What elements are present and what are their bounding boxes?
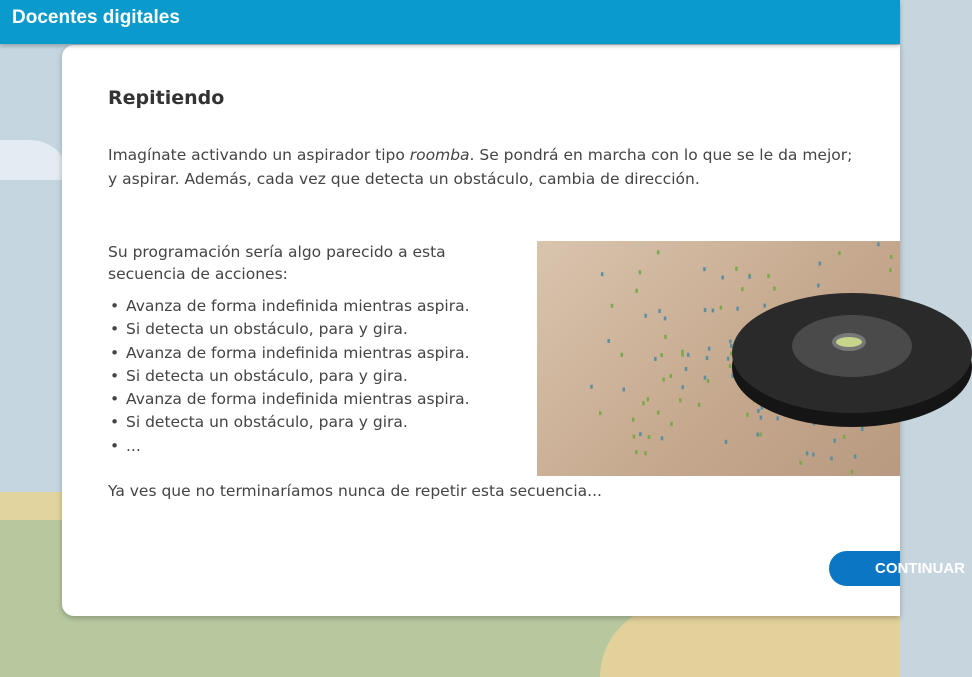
debris-dot — [838, 251, 841, 255]
debris-dot — [871, 420, 874, 424]
list-item: • Si detecta un obstáculo, para y gira. — [108, 318, 508, 341]
debris-dot — [806, 451, 809, 455]
debris-dot — [644, 314, 647, 318]
debris-dot — [725, 440, 728, 444]
app-title: Docentes digitales — [12, 7, 180, 28]
debris-dot — [776, 416, 779, 420]
lesson-card — [62, 45, 965, 616]
debris-dot — [833, 439, 836, 443]
debris-dot — [601, 272, 604, 276]
debris-dot — [635, 450, 638, 454]
debris-dot — [748, 275, 751, 279]
sequence-list — [108, 295, 508, 458]
debris-dot — [658, 309, 661, 313]
debris-dot — [712, 309, 715, 313]
debris-dot — [735, 267, 738, 271]
debris-dot — [775, 400, 778, 404]
debris-dot — [720, 306, 723, 310]
debris-dot — [639, 432, 642, 436]
debris-dot — [644, 451, 647, 455]
intro-text: y aspirar. Además, cada vez que detecta un obstáculo, cambia de dirección. — [108, 170, 700, 188]
debris-dot — [729, 339, 732, 343]
debris-dot — [647, 397, 650, 401]
debris-dot — [736, 307, 739, 311]
debris-dot — [662, 378, 665, 382]
debris-dot — [664, 316, 667, 320]
list-item: • Avanza de forma indefinida mientras aspira. — [108, 388, 508, 411]
debris-dot — [639, 270, 642, 274]
debris-dot — [741, 287, 744, 291]
list-item: • ... — [108, 435, 508, 458]
debris-dot — [843, 435, 846, 439]
sequence-section — [108, 241, 508, 458]
debris-dot — [706, 356, 709, 360]
debris-dot — [763, 304, 766, 308]
outro-text: Ya ves que no terminaríamos nunca de repetir esta secuencia... — [108, 482, 602, 500]
debris-dot — [660, 353, 663, 357]
debris-dot — [621, 353, 624, 357]
debris-dot — [759, 433, 762, 437]
debris-dot — [877, 242, 880, 246]
roomba-image — [537, 241, 900, 476]
debris-dot — [704, 308, 707, 312]
debris-dot — [611, 304, 614, 308]
debris-dot — [685, 367, 688, 371]
debris-dot — [698, 403, 701, 407]
debris-dot — [654, 357, 657, 361]
debris-dot — [648, 435, 651, 439]
debris-dot — [767, 274, 770, 278]
roomba-robot — [732, 293, 972, 413]
debris-dot — [707, 379, 710, 383]
debris-dot — [590, 385, 593, 389]
intro-text: . Se pondrá en marcha con lo que se le da mejor; — [469, 146, 853, 164]
list-item: • Avanza de forma indefinida mientras aspira. — [108, 295, 508, 318]
debris-dot — [679, 398, 682, 402]
continue-button[interactable]: CONTINUAR — [829, 551, 900, 586]
debris-dot — [830, 456, 833, 460]
debris-dot — [632, 418, 635, 422]
list-item: • Si detecta un obstáculo, para y gira. — [108, 411, 508, 434]
debris-dot — [633, 435, 636, 439]
debris-dot — [889, 268, 892, 272]
debris-dot — [895, 415, 898, 419]
debris-dot — [753, 399, 756, 403]
debris-dot — [670, 374, 673, 378]
top-bar — [0, 0, 900, 44]
debris-dot — [757, 409, 760, 413]
debris-dot — [731, 374, 734, 378]
debris-dot — [657, 250, 660, 254]
sequence-lead: Su programación sería algo parecido a esta secuencia de acciones: — [108, 243, 446, 283]
debris-dot — [708, 347, 711, 351]
debris-dot — [773, 287, 776, 291]
debris-dot — [599, 411, 602, 415]
debris-dot — [812, 453, 815, 457]
debris-dot — [681, 385, 684, 389]
debris-dot — [799, 461, 802, 465]
debris-dot — [817, 284, 820, 288]
debris-dot — [670, 422, 673, 426]
debris-dot — [760, 416, 763, 420]
debris-dot — [746, 413, 749, 417]
debris-dot — [854, 455, 857, 459]
debris-dot — [607, 339, 610, 343]
intro-text: Imagínate activando un aspirador tipo — [108, 146, 410, 164]
debris-dot — [729, 364, 732, 368]
debris-dot — [727, 357, 730, 361]
debris-dot — [853, 416, 856, 420]
debris-dot — [623, 387, 626, 391]
debris-dot — [703, 267, 706, 271]
list-item: • Avanza de forma indefinida mientras aspira. — [108, 342, 508, 365]
debris-dot — [721, 275, 724, 279]
list-item: • Si detecta un obstáculo, para y gira. — [108, 365, 508, 388]
debris-dot — [819, 262, 822, 266]
debris-dot — [664, 335, 667, 339]
debris-dot — [851, 470, 854, 474]
debris-dot — [681, 353, 684, 357]
debris-dot — [761, 406, 764, 410]
debris-dot — [861, 427, 864, 431]
debris-dot — [813, 421, 816, 425]
debris-dot — [661, 436, 664, 440]
debris-dot — [756, 432, 759, 436]
intro-paragraph — [108, 143, 898, 191]
debris-dot — [642, 401, 645, 405]
intro-emphasis: roomba — [409, 146, 470, 164]
debris-dot — [635, 289, 638, 293]
debris-dot — [704, 376, 707, 380]
debris-dot — [687, 353, 690, 357]
debris-dot — [657, 411, 660, 415]
debris-dot — [890, 255, 893, 259]
lesson-title: Repitiendo — [108, 87, 225, 109]
